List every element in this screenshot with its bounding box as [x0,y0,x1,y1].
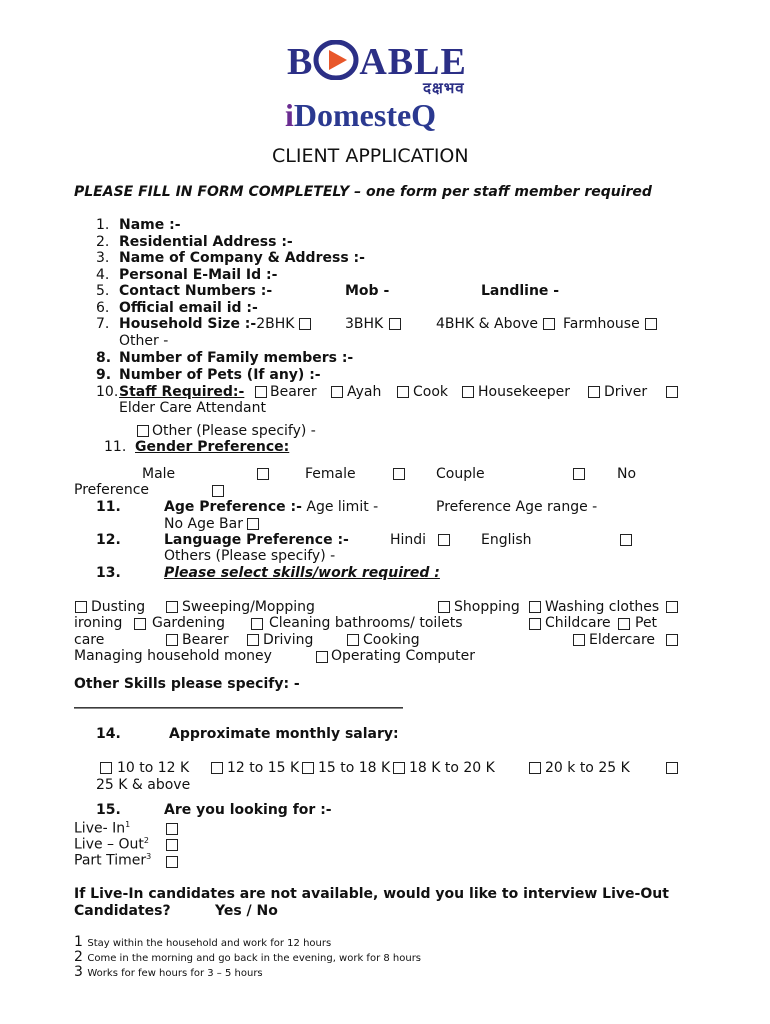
play-icon [313,40,359,80]
footnote-2: 2 Come in the morning and go back in the evening, work for 8 hours [74,949,422,965]
checkbox-salary-1[interactable] [100,762,112,774]
item-7: 7. [96,316,110,332]
question-line1: If Live-In candidates are not available, would you like to interview Live-Out [74,886,669,902]
driving-label: Driving [263,632,314,648]
checkbox-housekeeper[interactable] [462,386,474,398]
salary-o5: 20 k to 25 K [545,760,630,776]
checkbox-salary-3[interactable] [302,762,314,774]
male-label: Male [142,466,176,482]
checkbox-salary-2[interactable] [211,762,223,774]
salary-o1: 10 to 12 K [117,760,190,776]
female-label: Female [305,466,356,482]
household-row: Household Size :-2BHK [119,316,295,332]
checkbox-no-preference[interactable] [212,485,224,497]
question-line2: Candidates? [74,903,171,919]
name-label: Name :- [119,217,181,233]
hindi-label: Hindi [390,532,427,548]
checkbox-dusting[interactable] [75,601,87,613]
driver-label: Driver [604,384,648,400]
checkbox-driving[interactable] [247,634,259,646]
liveout-label: Live – Out$^2$ [74,836,149,853]
elder-label: Elder Care Attendant [119,400,266,416]
item-3: 3. [96,250,110,266]
housekeeper-label: Housekeeper [478,384,570,400]
shopping-label: Shopping [454,599,520,615]
other-skills-label: Other Skills please specify: - [74,676,300,692]
checkbox-couple[interactable] [573,468,585,480]
official-email-label: Official email id :- [119,300,258,316]
checkbox-cleaning[interactable] [251,618,263,630]
item-14: 14. [96,726,121,742]
address-label: Residential Address :- [119,234,293,250]
item-9: 9. [96,367,112,383]
salary-o2: 12 to 15 K [227,760,300,776]
bhk3-label: 3BHK [345,316,384,332]
item-5: 5. [96,283,110,299]
yes-no[interactable]: Yes / No [215,903,278,919]
item-8: 8. [96,350,112,366]
item-12: 12. [96,532,121,548]
staff-other-label: Other (Please specify) - [152,423,316,439]
pref-age-label: Preference Age range - [436,499,598,515]
company-label: Name of Company & Address :- [119,250,365,266]
language-others: Others (Please specify) - [164,548,336,564]
checkbox-parttime[interactable] [166,856,178,868]
language-label: Language Preference :- [164,532,349,548]
mob-label: Mob - [345,283,390,299]
footnote-3: 3 Works for few hours for 3 – 5 hours [74,964,263,980]
instruction: PLEASE FILL IN FORM COMPLETELY – one form per staff member required [74,184,652,200]
salary-label: Approximate monthly salary: [169,726,399,742]
landline-label: Landline - [481,283,560,299]
bhk4-label: 4BHK & Above [436,316,538,332]
checkbox-english[interactable] [620,534,632,546]
checkbox-washing[interactable] [529,601,541,613]
item-10: 10. [96,384,119,400]
footnote-1: 1 Stay within the household and work for 12 hours [74,934,332,950]
checkbox-liveout[interactable] [166,839,178,851]
no-label: No [617,466,637,482]
preference-label: Preference [74,482,150,498]
gardening-label: Gardening [152,615,225,631]
checkbox-3bhk[interactable] [389,318,401,330]
dusting-label: Dusting [91,599,146,615]
checkbox-shopping[interactable] [438,601,450,613]
checkbox-2bhk[interactable] [299,318,311,330]
checkbox-no-age-bar[interactable] [247,518,259,530]
checkbox-eldercare[interactable] [573,634,585,646]
cooking-label: Cooking [363,632,420,648]
checkbox-salary-5[interactable] [529,762,541,774]
bable-logo: B ABLE दक्षभव [287,41,467,97]
sweeping-label: Sweeping/Mopping [182,599,315,615]
checkbox-driver[interactable] [588,386,600,398]
checkbox-salary-4[interactable] [393,762,405,774]
childcare-label: Childcare [545,615,611,631]
checkbox-childcare[interactable] [529,618,541,630]
cleaning-label: Cleaning bathrooms/ toilets [269,615,463,631]
skill-bearer-label: Bearer [182,632,229,648]
parttime-label: Part Timer$^3$ [74,852,152,869]
checkbox-male[interactable] [257,468,269,480]
item-15: 15. [96,802,121,818]
checkbox-cook[interactable] [397,386,409,398]
money-label: Managing household money [74,648,272,664]
care-label: care [74,632,105,648]
gender-label: Gender Preference: [135,439,290,455]
checkbox-elder[interactable] [666,386,678,398]
checkbox-farmhouse[interactable] [645,318,657,330]
ayah-label: Ayah [347,384,382,400]
checkbox-computer[interactable] [316,651,328,663]
checkbox-staff-other[interactable] [137,425,149,437]
checkbox-sweeping[interactable] [166,601,178,613]
checkbox-female[interactable] [393,468,405,480]
checkbox-cooking[interactable] [347,634,359,646]
washing-label: Washing clothes [545,599,660,615]
no-age-bar-label: No Age Bar [164,516,243,532]
checkbox-gardening[interactable] [134,618,146,630]
english-label: English [481,532,532,548]
skills-label: Please select skills/work required : [164,565,440,581]
item-11: 11. [104,439,127,455]
ironing-label: ironing [74,615,123,631]
salary-o4: 18 K to 20 K [409,760,495,776]
checkbox-skill-bearer[interactable] [166,634,178,646]
eldercare-label: Eldercare [589,632,656,648]
checkbox-salary-6[interactable] [666,762,678,774]
couple-label: Couple [436,466,485,482]
form-title: CLIENT APPLICATION [272,145,469,167]
pets-label: Number of Pets (If any) :- [119,367,321,383]
checkbox-bearer[interactable] [255,386,267,398]
cook-label: Cook [413,384,449,400]
item-11b: 11. [96,499,121,515]
family-label: Number of Family members :- [119,350,354,366]
staff-label: Staff Required:- [119,384,245,400]
checkbox-pet[interactable] [618,618,630,630]
contact-label: Contact Numbers :- [119,283,273,299]
item-13: 13. [96,565,121,581]
bearer-label: Bearer [270,384,317,400]
email-label: Personal E-Mail Id :- [119,267,278,283]
checkbox-eldercare-2[interactable] [666,634,678,646]
pet-label: Pet [635,615,658,631]
item-4: 4. [96,267,110,283]
household-other: Other - [119,333,169,349]
item-1: 1. [96,217,110,233]
farmhouse-label: Farmhouse [563,316,640,332]
domesteq-logo: iDomesteQ [285,97,437,133]
item-6: 6. [96,300,110,316]
checkbox-ironing[interactable] [666,601,678,613]
salary-o6: 25 K & above [96,777,191,793]
domesteq-text: DomesteQ [293,97,437,133]
checkbox-livein[interactable] [166,823,178,835]
age-row: Age Preference :- Age limit - [164,499,379,515]
item-2: 2. [96,234,110,250]
livein-label: Live- In$^1$ [74,820,131,837]
checkbox-hindi[interactable] [438,534,450,546]
other-skills-line[interactable]: _______________________________________________ [74,693,403,709]
logo-tagline: दक्षभव [423,81,465,97]
looking-label: Are you looking for :- [164,802,332,818]
checkbox-ayah[interactable] [331,386,343,398]
checkbox-4bhk[interactable] [543,318,555,330]
computer-label: Operating Computer [331,648,476,664]
salary-o3: 15 to 18 K [318,760,391,776]
